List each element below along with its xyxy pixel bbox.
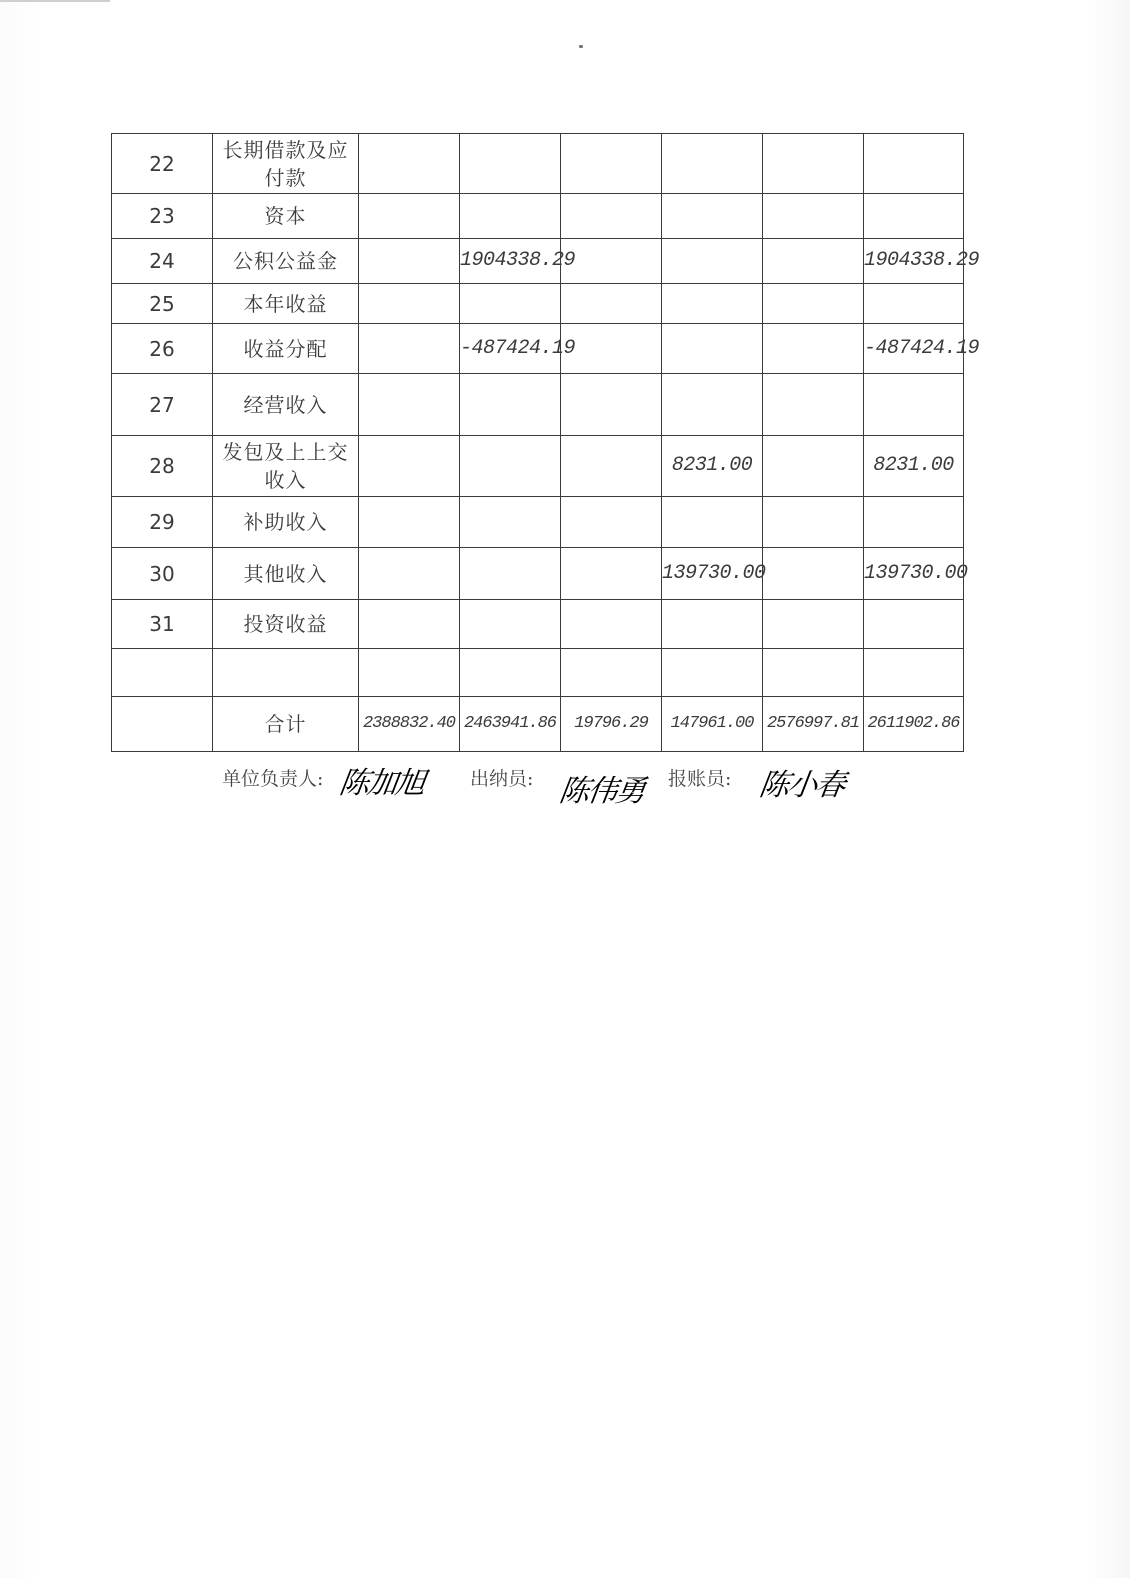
row-number-cell: 23 <box>112 194 213 239</box>
blank-cell <box>359 649 460 697</box>
value-cell: 19796.29 <box>561 697 662 752</box>
blank-cell <box>359 548 460 600</box>
value-cell <box>662 284 763 324</box>
unit-head-label: 单位负责人: <box>222 768 324 790</box>
value-cell <box>460 436 561 497</box>
reporter-signature: 陈小春 <box>757 768 846 803</box>
value-cell <box>763 194 864 239</box>
item-name-cell: 其他收入 <box>213 548 359 600</box>
value-cell <box>864 600 964 649</box>
table-row <box>112 134 964 194</box>
value-cell <box>561 649 662 697</box>
table-row <box>112 324 964 374</box>
table-row <box>112 649 964 697</box>
value-cell <box>763 649 864 697</box>
value-cell <box>763 284 864 324</box>
value-cell <box>561 284 662 324</box>
row-number-cell: 24 <box>112 239 213 284</box>
value-cell <box>561 600 662 649</box>
value-cell <box>460 374 561 436</box>
value-cell <box>864 497 964 548</box>
value-cell: -487424.19 <box>460 324 561 374</box>
blank-cell <box>359 134 460 194</box>
value-cell <box>561 134 662 194</box>
value-cell <box>662 649 763 697</box>
value-cell <box>864 284 964 324</box>
value-cell: 8231.00 <box>662 436 763 497</box>
blank-cell <box>359 284 460 324</box>
reporter-label: 报账员: <box>668 768 732 790</box>
value-cell <box>460 134 561 194</box>
value-cell <box>763 134 864 194</box>
value-cell: 2611902.86 <box>864 697 964 752</box>
unit-head-signature: 陈加旭 <box>337 766 426 801</box>
value-cell: 2576997.81 <box>763 697 864 752</box>
value-cell <box>864 649 964 697</box>
value-cell: 2463941.86 <box>460 697 561 752</box>
blank-cell <box>359 374 460 436</box>
value-cell <box>460 649 561 697</box>
item-name-cell: 投资收益 <box>213 600 359 649</box>
cashier-signature: 陈伟勇 <box>557 774 646 809</box>
item-name-cell: 长期借款及应付款 <box>213 134 359 194</box>
scan-edge-mark <box>0 0 110 2</box>
value-cell <box>763 374 864 436</box>
item-name-cell <box>213 649 359 697</box>
blank-cell <box>359 436 460 497</box>
value-cell <box>763 600 864 649</box>
row-number-cell: 28 <box>112 436 213 497</box>
row-number-cell: 30 <box>112 548 213 600</box>
item-name-cell: 公积公益金 <box>213 239 359 284</box>
value-cell <box>864 194 964 239</box>
value-cell <box>460 194 561 239</box>
item-name-cell: 收益分配 <box>213 324 359 374</box>
blank-cell <box>359 600 460 649</box>
value-cell <box>864 134 964 194</box>
ledger-table <box>111 133 980 752</box>
item-name-cell: 经营收入 <box>213 374 359 436</box>
row-number-cell: 22 <box>112 134 213 194</box>
row-number-cell <box>112 649 213 697</box>
value-cell: 1904338.29 <box>460 239 561 284</box>
value-cell <box>561 548 662 600</box>
value-cell <box>662 239 763 284</box>
value-cell <box>763 324 864 374</box>
value-cell <box>763 436 864 497</box>
table-row <box>112 548 964 600</box>
value-cell <box>763 548 864 600</box>
value-cell <box>561 497 662 548</box>
item-name-cell: 本年收益 <box>213 284 359 324</box>
row-number-cell <box>112 697 213 752</box>
item-name-cell: 补助收入 <box>213 497 359 548</box>
value-cell <box>460 284 561 324</box>
table-row <box>112 284 964 324</box>
value-cell <box>864 374 964 436</box>
cashier-label: 出纳员: <box>470 768 534 790</box>
value-cell <box>561 436 662 497</box>
signature-row <box>222 758 922 818</box>
value-cell <box>460 548 561 600</box>
value-cell <box>662 134 763 194</box>
row-number-cell: 31 <box>112 600 213 649</box>
value-cell <box>460 497 561 548</box>
item-name-cell: 合计 <box>213 697 359 752</box>
value-cell: 2388832.40 <box>359 697 460 752</box>
value-cell <box>561 324 662 374</box>
value-cell <box>561 194 662 239</box>
table-row <box>112 600 964 649</box>
table-row <box>112 239 964 284</box>
blank-cell <box>359 239 460 284</box>
table-row <box>112 497 964 548</box>
value-cell <box>662 374 763 436</box>
value-cell <box>662 600 763 649</box>
value-cell: 139730.00 <box>864 548 964 600</box>
value-cell <box>662 194 763 239</box>
value-cell <box>561 374 662 436</box>
table-row <box>112 436 964 497</box>
table-row <box>112 194 964 239</box>
blank-cell <box>359 497 460 548</box>
item-name-cell: 资本 <box>213 194 359 239</box>
value-cell: 8231.00 <box>864 436 964 497</box>
value-cell <box>763 497 864 548</box>
value-cell: 1904338.29 <box>864 239 964 284</box>
scan-dot-mark <box>579 45 583 48</box>
table-row <box>112 374 964 436</box>
value-cell <box>662 324 763 374</box>
value-cell <box>763 239 864 284</box>
blank-cell <box>359 194 460 239</box>
row-number-cell: 27 <box>112 374 213 436</box>
row-number-cell: 25 <box>112 284 213 324</box>
value-cell <box>460 600 561 649</box>
value-cell: 139730.00 <box>662 548 763 600</box>
value-cell: 147961.00 <box>662 697 763 752</box>
item-name-cell: 发包及上上交收入 <box>213 436 359 497</box>
blank-cell <box>359 324 460 374</box>
value-cell <box>561 239 662 284</box>
value-cell <box>662 497 763 548</box>
table-row <box>112 697 964 752</box>
row-number-cell: 26 <box>112 324 213 374</box>
row-number-cell: 29 <box>112 497 213 548</box>
value-cell: -487424.19 <box>864 324 964 374</box>
